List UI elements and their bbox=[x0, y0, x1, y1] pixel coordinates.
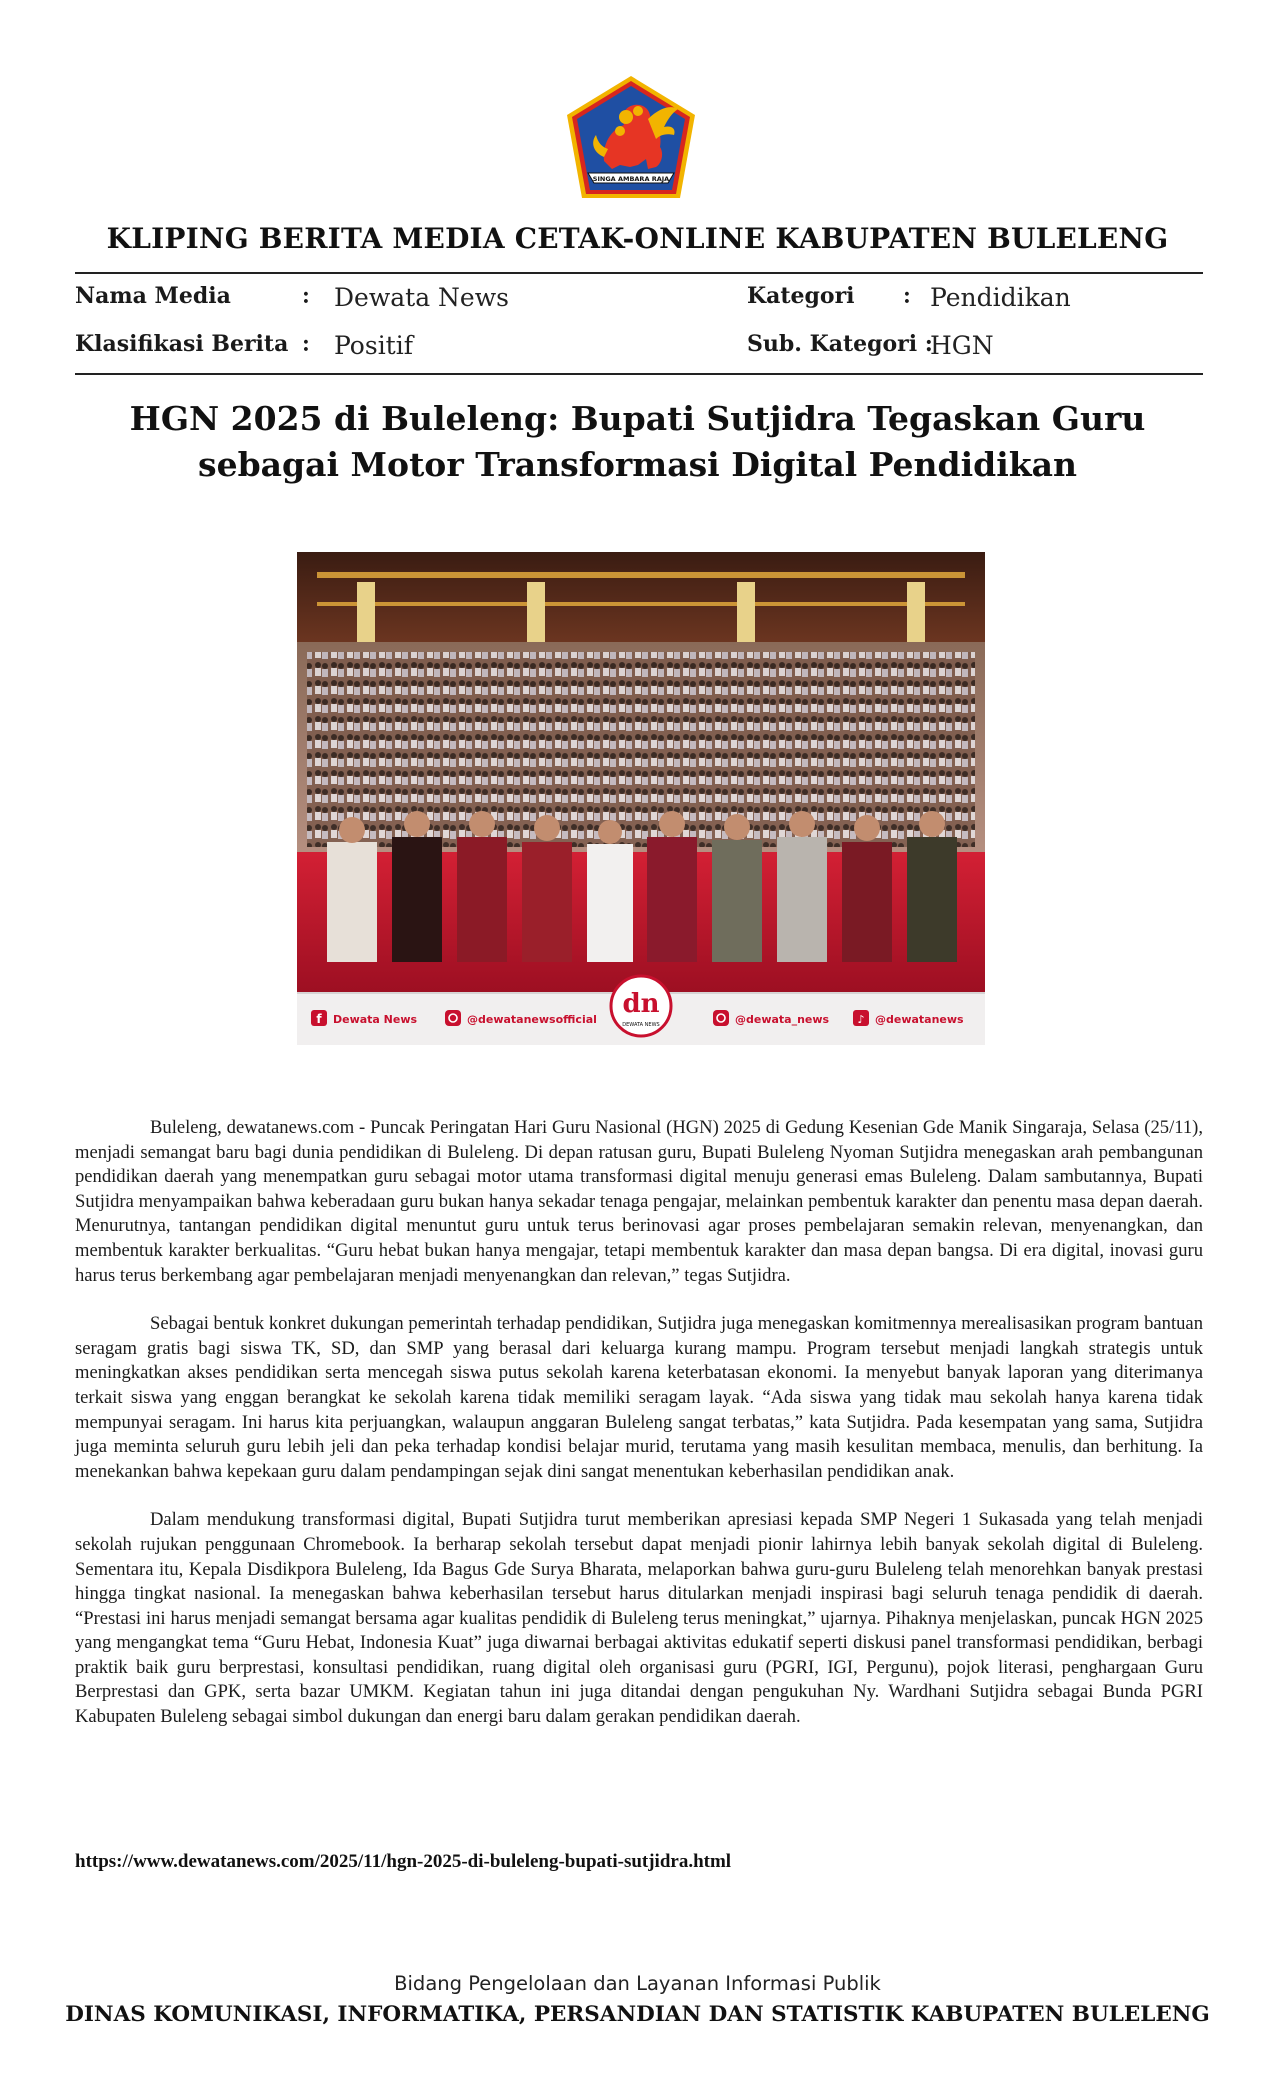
article-photo bbox=[297, 552, 985, 1045]
top-divider bbox=[75, 272, 1203, 274]
nama-media-colon: : bbox=[302, 283, 310, 309]
kategori-colon: : bbox=[903, 283, 911, 309]
article-paragraph-3: Dalam mendukung transformasi digital, Bupati Sutjidra turut memberikan apresiasi kepada SMP Negeri 1 Sukasada yang telah menjadi sekolah rujukan penggunaan Chromebook. Ia berharap sekolah tersebut dapat menjadi pionir lahirnya lebih banyak sekolah digital di Buleleng. Sementara itu, Kepala Disdikpora Buleleng, Ida Bagus Gde Surya Bharata, melaporkan bahwa guru-guru Buleleng telah menorehkan banyak prestasi hingga tingkat nasional. Ia menegaskan bahwa keberhasilan tersebut harus ditularkan menjadi inspirasi bagi seluruh tenaga pendidik di daerah. “Prestasi ini harus menjadi semangat bersama agar kualitas pendidik di Buleleng terus meningkat,” ujarnya. Pihaknya menjelaskan, puncak HGN 2025 yang mengangkat tema “Guru Hebat, Indonesia Kuat” juga diwarnai berbagai aktivitas edukatif seperti diskusi panel transformasi pendidikan, berbagi praktik baik guru berprestasi, konsultasi pendidikan, ruang digital oleh organisasi guru (PGRI, IGI, Pergunu), pojok literasi, penghargaan Guru Berprestasi dan GPK, serta bazar UMKM. Kegiatan tahun ini juga ditandai dengan pengukuhan Ny. Wardhani Sutjidra sebagai Bunda PGRI Kabupaten Buleleng sebagai simbol dukungan dan energi baru dalam gerakan pendidikan daerah. bbox=[75, 1509, 1203, 1728]
article-paragraph-2: Sebagai bentuk konkret dukungan pemerintah terhadap pendidikan, Sutjidra juga menegaskan komitmennya merealisasikan program bantuan seragam gratis bagi siswa TK, SD, dan SMP yang berasal dari keluarga kurang mampu. Program tersebut menjadi langkah strategis untuk meningkatkan akses pendidikan serta mencegah siswa putus sekolah karena keterbatasan ekonomi. Ia menyebut banyak laporan yang diterimanya terkait siswa yang enggan berangkat ke sekolah karena tidak memiliki seragam layak. “Ada siswa yang tidak mau sekolah hanya karena tidak mempunyai seragam. Ini harus kita perjuangkan, walaupun anggaran Buleleng sangat terbatas,” kata Sutjidra. Pada kesempatan yang sama, Sutjidra juga meminta seluruh guru lebih jeli dan peka terhadap kondisi belajar murid, terutama yang masih kesulitan membaca, menulis, dan berhitung. Ia menekankan bahwa kepekaan guru dalam pendampingan sejak dini sangat menentukan keberhasilan pendidikan anak. bbox=[75, 1313, 1203, 1482]
kategori-label: Kategori bbox=[747, 283, 855, 309]
buleleng-emblem-logo bbox=[564, 73, 698, 201]
article-paragraph-1: Buleleng, dewatanews.com - Puncak Peringatan Hari Guru Nasional (HGN) 2025 di Gedung Kesenian Gde Manik Singaraja, Selasa (25/11), menjadi semangat baru bagi dunia pendidikan di Buleleng. Di depan ratusan guru, Bupati Buleleng Nyoman Sutjidra menegaskan arah pembangunan pendidikan daerah yang menempatkan guru sebagai motor utama transformasi digital menuju generasi emas Buleleng. Dalam sambutannya, Bupati Sutjidra menyampaikan bahwa keberadaan guru bukan hanya sekadar tenaga pengajar, melainkan pembentuk karakter dan penentu masa depan daerah. Menurutnya, tantangan pendidikan digital menuntut guru untuk terus berinovasi agar proses pembelajaran semakin relevan, menyenangkan, dan membentuk karakter berkualitas. “Guru hebat bukan hanya mengajar, tetapi membentuk karakter dan masa depan bangsa. Di era digital, inovasi guru harus terus berkembang agar pembelajaran menjadi menyenangkan dan relevan,” tegas Sutjidra. bbox=[75, 1117, 1203, 1286]
emblem-motto: SINGA AMBARA RAJA bbox=[592, 175, 670, 183]
bottom-divider bbox=[75, 373, 1203, 375]
klasifikasi-label: Klasifikasi Berita bbox=[75, 331, 289, 357]
nama-media-value: Dewata News bbox=[334, 283, 509, 312]
photo-instagram2-handle: @dewata_news bbox=[735, 1013, 830, 1026]
kategori-value: Pendidikan bbox=[930, 283, 1071, 312]
footer-department: Bidang Pengelolaan dan Layanan Informasi Publik bbox=[394, 1972, 881, 1995]
svg-text:dn: dn bbox=[622, 989, 660, 1019]
document-title: KLIPING BERITA MEDIA CETAK-ONLINE KABUPATEN BULELENG bbox=[106, 222, 1169, 255]
photo-facebook-handle: Dewata News bbox=[333, 1013, 418, 1026]
article-headline: HGN 2025 di Buleleng: Bupati Sutjidra Tegaskan Guru sebagai Motor Transformasi Digital Pendidikan bbox=[129, 399, 1146, 484]
svg-text:♪: ♪ bbox=[857, 1013, 865, 1026]
photo-tiktok-handle: @dewatanews bbox=[875, 1013, 964, 1026]
article-body bbox=[75, 1116, 1203, 1754]
photo-logo-caption: DEWATA NEWS bbox=[622, 1022, 660, 1028]
nama-media-label: Nama Media bbox=[75, 283, 231, 309]
svg-text:f: f bbox=[316, 1012, 322, 1026]
klasifikasi-colon: : bbox=[302, 331, 310, 357]
photo-instagram-handle: @dewatanewsofficial bbox=[467, 1013, 597, 1026]
sub-kategori-label: Sub. Kategori : bbox=[747, 331, 933, 357]
source-url-link[interactable]: https://www.dewatanews.com/2025/11/hgn-2025-di-buleleng-bupati-sutjidra.html bbox=[75, 1851, 732, 1872]
sub-kategori-value: HGN bbox=[930, 331, 994, 360]
klasifikasi-value: Positif bbox=[334, 331, 413, 360]
footer-agency: DINAS KOMUNIKASI, INFORMATIKA, PERSANDIAN DAN STATISTIK KABUPATEN BULELENG bbox=[65, 2002, 1210, 2027]
